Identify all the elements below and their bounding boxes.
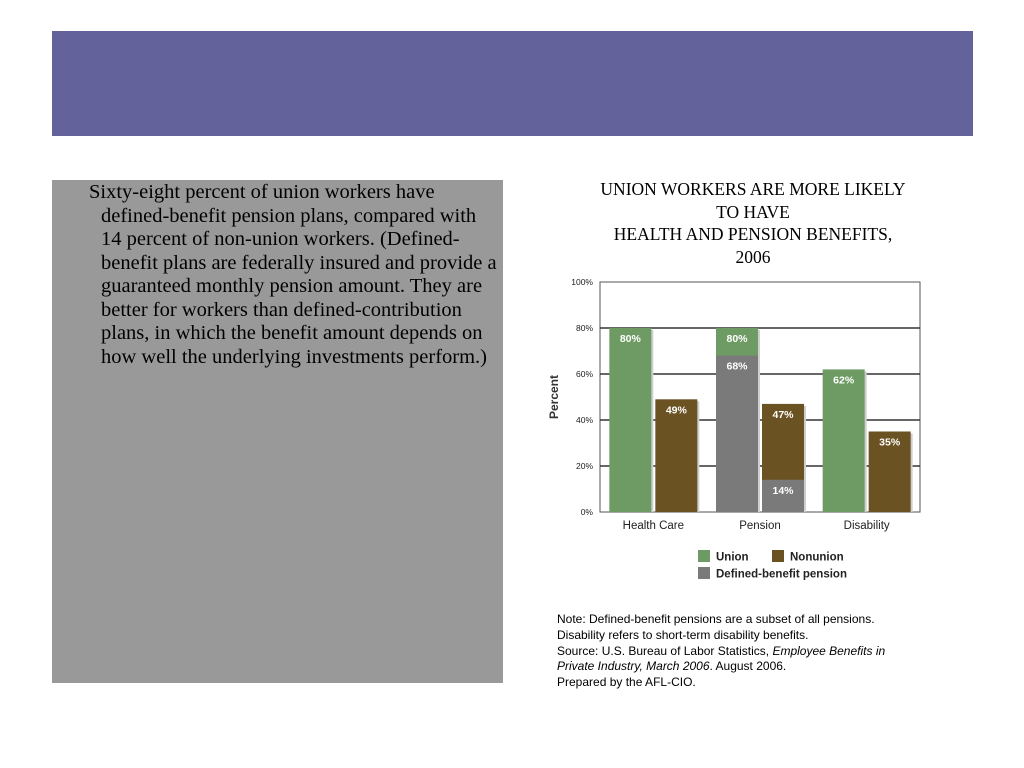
union-data-label: 80%: [726, 333, 748, 345]
title-banner: [52, 31, 973, 136]
note-line: Note: Defined-benefit pensions are a subset of all pensions.: [557, 612, 875, 626]
nonunion-data-label: 49%: [665, 404, 687, 417]
body-paragraph: Sixty-eight percent of union workers have defined-benefit pension plans, compared with 14 percent of non-union workers. (Defined-benefit plans are federally insured and provide a guaranteed monthly pension amount. They are better for workers than defined-contribution plans, in which the benefit amount depends on how well the underlying investments perform.): [89, 181, 497, 368]
db-pension-nonunion-data-label: 14%: [772, 484, 794, 497]
db-pension-bar: [716, 356, 758, 512]
source-line: [557, 659, 957, 675]
y-tick-label: 40%: [575, 415, 593, 425]
legend-label: Defined-benefit pension: [716, 568, 847, 581]
union-bar: [609, 328, 651, 512]
y-tick-label: 0%: [580, 507, 593, 517]
y-tick-label: 100%: [571, 277, 593, 287]
source-date: . August 2006.: [709, 659, 787, 674]
source-prefix: Source: U.S. Bureau of Labor Statistics,: [557, 643, 773, 658]
chart-title-line: UNION WORKERS ARE MORE LIKELY: [600, 179, 906, 199]
x-tick-label: Health Care: [622, 520, 685, 532]
y-tick-label: 20%: [575, 461, 593, 471]
source-line: [557, 644, 957, 660]
x-tick-label: Disability: [843, 520, 890, 532]
source-title: Employee Benefits in: [772, 643, 886, 658]
legend-label: Union: [716, 551, 749, 564]
source-title: Private Industry, March 2006: [557, 659, 710, 674]
y-tick-label: 80%: [575, 323, 593, 333]
note-line: Prepared by the AFL-CIO.: [557, 675, 696, 690]
chart-notes: [557, 612, 957, 691]
y-tick-label: 60%: [575, 369, 593, 379]
chart-title-line: TO HAVE: [716, 201, 790, 222]
chart-title-line: HEALTH AND PENSION BENEFITS,: [613, 224, 893, 244]
db-pension-data-label: 68%: [726, 360, 748, 373]
legend-swatch: [772, 550, 784, 562]
chart-title-line: 2006: [735, 246, 771, 267]
bar-chart: [540, 268, 940, 588]
y-axis-label: Percent: [547, 374, 561, 420]
chart-title: [553, 178, 953, 268]
union-bar: [823, 369, 865, 512]
union-data-label: 62%: [833, 374, 855, 387]
nonunion-data-label: 35%: [879, 436, 901, 449]
union-data-label: 80%: [619, 333, 641, 345]
legend-swatch: [698, 567, 710, 579]
nonunion-data-label: 47%: [772, 408, 794, 421]
x-tick-label: Pension: [739, 520, 781, 532]
legend-swatch: [698, 550, 710, 562]
legend-label: Nonunion: [790, 551, 844, 564]
note-line: Disability refers to short-term disability benefits.: [557, 627, 809, 642]
